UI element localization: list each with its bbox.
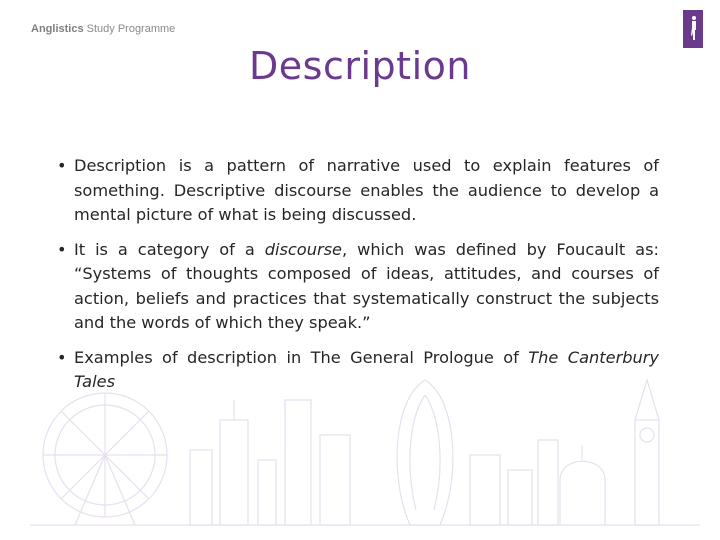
- logo: [683, 10, 703, 48]
- bullet-item: [57, 238, 659, 336]
- bullet-dot: •: [57, 347, 67, 367]
- bullet-item: [57, 154, 659, 228]
- bullet-text: It is a category of a: [74, 239, 265, 259]
- header-programme: Study Programme: [86, 23, 176, 35]
- person-silhouette-icon: [683, 10, 703, 48]
- bullet-dot: •: [57, 239, 67, 259]
- bullet-text: Description is a pattern of narrative used to explain features of something. Descriptive discourse enables the audience to develop a mental picture of what is being discussed.: [74, 156, 659, 224]
- london-skyline-watermark: [30, 360, 700, 530]
- bullet-dot: •: [57, 156, 67, 175]
- bullet-text: , which was defined by Foucault as: “Systems of thoughts composed of ideas, attitudes, and courses of action, beliefs and practices that systematically construct the subjects and the words of which they speak.”: [74, 239, 659, 332]
- header-brand: Anglistics: [31, 23, 84, 35]
- bullet-text-italic: discourse: [264, 239, 343, 259]
- bullet-text-italic: The Canterbury Tales: [74, 347, 659, 391]
- header: [31, 23, 175, 35]
- bullet-text: Examples of description in The General Prologue of: [74, 347, 529, 367]
- slide-title: Description: [249, 44, 471, 88]
